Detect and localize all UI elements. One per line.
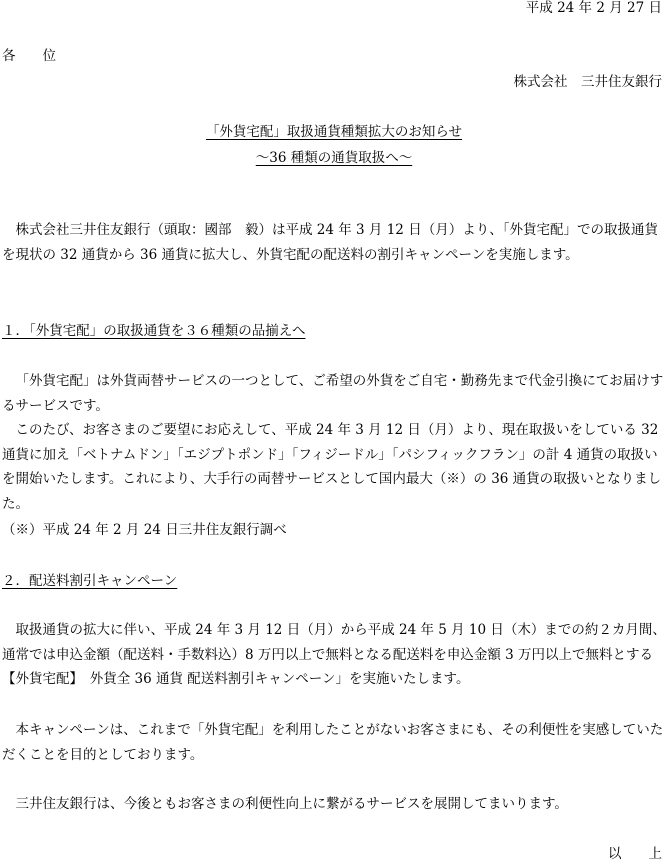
- section1-heading-text: １．「外貨宅配」の取扱通貨を３６種類の品揃えへ: [2, 323, 306, 339]
- intro-paragraph: 株式会社三井住友銀行（頭取：國部 毅）は平成 24 年 3 月 12 日（月）より、「外貨宅配」での取扱通貨を現状の 32 通貨から 36 通貨に拡大し、外貨宅配の配送料の割引キャンペーンを実施します。: [2, 222, 658, 263]
- section1-paragraph-2: このたび、お客さまのご要望にお応えして、平成 24 年 3 月 12 日（月）より、現在取扱いをしている 32 通貨に加え「ベトナムドン」「エジプトポンド」「フィジードル」「パシフィックフラン」の計 4 通貨の取扱いを開始いたします。これにより、大手行の両替サービスとして国内最大（※）の 36 通貨の取扱いとなりました。: [2, 422, 662, 512]
- document-title: [0, 120, 668, 144]
- section1-note: （※）平成 24 年 2 月 24 日三井住友銀行調べ: [2, 522, 287, 538]
- section2-paragraph-3: 三井住友銀行は、今後ともお客さまの利便性向上に繋がるサービスを展開してまいります。: [15, 796, 568, 812]
- addressee: 各 位: [2, 48, 56, 64]
- section2-paragraph-1: 取扱通貨の拡大に伴い、平成 24 年 3 月 12 日（月）から平成 24 年 5 月 10 日（木）までの約２カ月間、通常では申込金額（配送料・手数料込）8 万円以上で無料となる配送料を申込金額 3 万円以上で無料とする【外貨宅配】 外貨全 36 通貨 配送料割引キャンペーン」を実施いたします。: [2, 622, 666, 687]
- section2-paragraph-2: 本キャンペーンは、これまで「外貨宅配」を利用したことがないお客さまにも、その利便性を実感していただくことを目的としております。: [2, 722, 664, 763]
- section1-paragraph-1: 「外貨宅配」は外貨両替サービスの一つとして、ご希望の外貨をご自宅・勤務先まで代金引換にてお届けするサービスです。: [2, 373, 664, 414]
- section2-heading-text: ２．配送料割引キャンペーン: [2, 573, 178, 589]
- closing-remark: 以 上: [608, 846, 662, 862]
- issuer-name: 株式会社 三井住友銀行: [513, 74, 662, 90]
- document-subtitle: [0, 146, 668, 170]
- document-title-text: 「外貨宅配」取扱通貨種類拡大のお知らせ: [205, 124, 463, 140]
- section1-heading: [2, 319, 305, 343]
- section2-heading: [2, 569, 177, 593]
- document-subtitle-text: ～36 種類の通貨取扱へ～: [255, 150, 413, 166]
- date-line: 平成 24 年 2 月 27 日: [525, 0, 662, 16]
